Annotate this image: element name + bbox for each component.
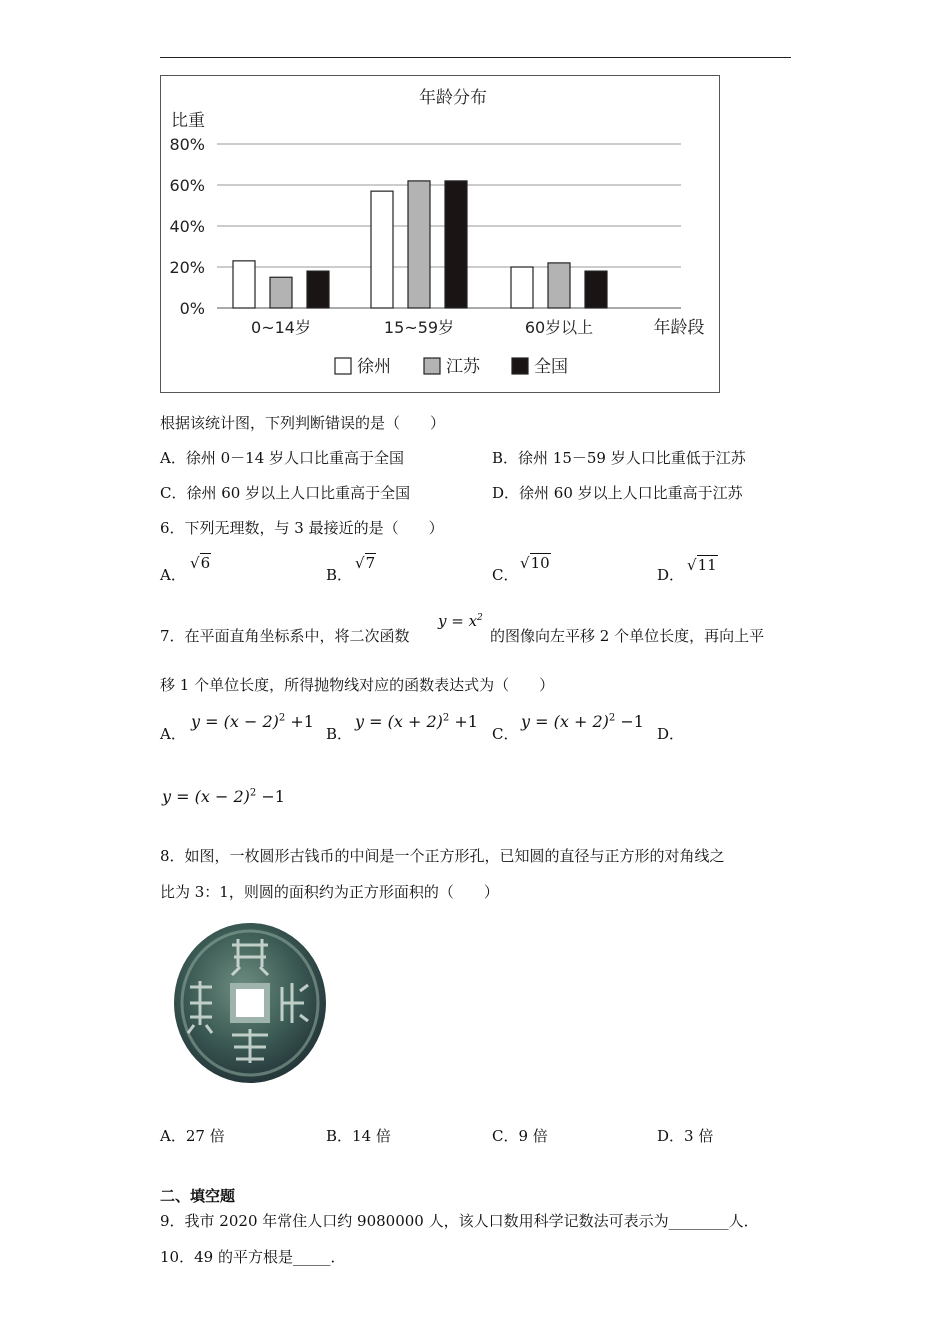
q6-option-d-sqrt: [687, 555, 718, 574]
legend-swatch-2: [512, 358, 528, 374]
q8-option-d[interactable]: D．3 倍: [657, 1127, 714, 1145]
q7-d-exp: 2: [249, 787, 257, 799]
coin-square-hole: [236, 989, 264, 1017]
sqrt-sign: √: [355, 554, 365, 572]
legend-label-0: 徐州: [357, 357, 391, 377]
q7-stem-line2: 移 1 个单位长度，所得抛物线对应的函数表达式为（ ）: [160, 676, 555, 694]
q6-option-a[interactable]: [160, 564, 186, 585]
sqrt-sign: √: [687, 556, 697, 574]
q7-option-a[interactable]: [160, 723, 186, 744]
q7-function-base: y = x: [438, 612, 478, 630]
ancient-coin-image: [170, 917, 330, 1085]
q7-c-expr: y = (x + 2): [521, 712, 609, 731]
q7-option-c-label: C．: [492, 725, 519, 743]
q7-option-b[interactable]: [326, 723, 352, 744]
q7-b-tail: +1: [449, 712, 478, 731]
bar-全国-1: [445, 181, 467, 308]
q7-option-a-label: A．: [160, 725, 186, 743]
x-tick-label: 15~59岁: [383, 318, 455, 337]
y-tick-label: 0%: [179, 299, 205, 318]
legend-label-2: 全国: [534, 357, 568, 377]
q7-stem-part1: 7．在平面直角坐标系中，将二次函数: [160, 627, 410, 645]
legend-label-1: 江苏: [446, 357, 480, 377]
q7-b-exp: 2: [442, 712, 450, 724]
q7-option-b-label: B．: [326, 725, 353, 743]
y-tick-label: 60%: [169, 176, 205, 195]
q7-a-exp: 2: [278, 712, 286, 724]
bar-徐州-2: [511, 267, 533, 308]
q8-stem-line2: 比为 3：1，则圆的面积约为正方形面积的（ ）: [160, 883, 499, 901]
q8-stem-line1: 8．如图，一枚圆形古钱币的中间是一个正方形孔，已知圆的直径与正方形的对角线之: [160, 847, 725, 865]
age-distribution-chart: [160, 75, 720, 393]
bar-全国-0: [307, 271, 329, 308]
q7-stem-part2: 的图像向左平移 2 个单位长度，再向上平: [490, 627, 765, 645]
q9-text: 9．我市 2020 年常住人口约 9080000 人，该人口数用科学记数法可表示为________人．: [160, 1212, 759, 1230]
q6-option-a-label: A．: [160, 566, 186, 584]
q8-option-c[interactable]: C．9 倍: [492, 1127, 548, 1145]
q6-option-a-sqrt: [190, 553, 211, 572]
q7-c-tail: −1: [615, 712, 644, 731]
bar-全国-2: [585, 271, 607, 308]
q5-option-c[interactable]: C．徐州 60 岁以上人口比重高于全国: [160, 484, 411, 502]
q5-option-d[interactable]: D．徐州 60 岁以上人口比重高于江苏: [492, 484, 743, 502]
q7-c-exp: 2: [608, 712, 616, 724]
x-tick-label: 60岁以上: [524, 318, 594, 337]
q6-option-c-label: C．: [492, 566, 519, 584]
y-axis-label: 比重: [171, 111, 205, 131]
q5-stem: 根据该统计图，下列判断错误的是（ ）: [160, 414, 446, 432]
bar-江苏-1: [408, 181, 430, 308]
q7-option-a-expr: [191, 712, 314, 731]
q7-function-exp: 2: [477, 613, 483, 623]
q7-d-expr: y = (x − 2): [162, 787, 250, 806]
q6-stem: 6．下列无理数，与 3 最接近的是（ ）: [160, 519, 444, 537]
q7-option-b-expr: [355, 712, 478, 731]
q6-option-b-label: B．: [326, 566, 353, 584]
q7-b-expr: y = (x + 2): [355, 712, 443, 731]
legend-swatch-1: [424, 358, 440, 374]
q7-option-d-label: D．: [657, 725, 685, 743]
x-axis-label: 年龄段: [653, 318, 705, 338]
q7-a-tail: +1: [285, 712, 314, 731]
q8-option-b[interactable]: B．14 倍: [326, 1127, 391, 1145]
q6-a-radicand: 6: [200, 554, 211, 572]
y-tick-label: 80%: [169, 135, 205, 154]
sqrt-sign: √: [190, 554, 200, 572]
q6-option-c-sqrt: [520, 553, 551, 572]
q7-d-tail: −1: [256, 787, 285, 806]
x-tick-label: 0~14岁: [251, 318, 311, 337]
q6-option-b[interactable]: [326, 564, 352, 585]
bar-徐州-1: [371, 191, 393, 308]
q6-option-b-sqrt: [355, 553, 376, 572]
chart-title: 年龄分布: [419, 88, 487, 108]
bar-江苏-2: [548, 263, 570, 308]
q7-function: [438, 612, 483, 630]
sqrt-sign: √: [520, 554, 530, 572]
chart-canvas: [161, 76, 719, 392]
legend-swatch-0: [335, 358, 351, 374]
q6-b-radicand: 7: [365, 554, 376, 572]
q6-d-radicand: 11: [697, 556, 717, 574]
header-rule: [160, 57, 791, 58]
q7-option-c-expr: [521, 712, 644, 731]
q6-option-d[interactable]: [657, 564, 684, 585]
q6-option-d-label: D．: [657, 566, 685, 584]
q8-option-a[interactable]: A．27 倍: [160, 1127, 225, 1145]
q7-option-d-expr: [162, 787, 285, 806]
y-tick-label: 20%: [169, 258, 205, 277]
q7-option-c[interactable]: [492, 723, 518, 744]
section-heading: 二、填空题: [160, 1187, 236, 1205]
q6-option-c[interactable]: [492, 564, 518, 585]
q10-text: 10．49 的平方根是_____．: [160, 1248, 346, 1266]
q7-option-d[interactable]: [657, 723, 684, 744]
q5-option-a[interactable]: A．徐州 0－14 岁人口比重高于全国: [160, 449, 405, 467]
q5-option-b[interactable]: B．徐州 15－59 岁人口比重低于江苏: [492, 449, 746, 467]
q7-a-expr: y = (x − 2): [191, 712, 279, 731]
bar-江苏-0: [270, 277, 292, 308]
y-tick-label: 40%: [169, 217, 205, 236]
q6-c-radicand: 10: [530, 554, 550, 572]
bar-徐州-0: [233, 261, 255, 308]
